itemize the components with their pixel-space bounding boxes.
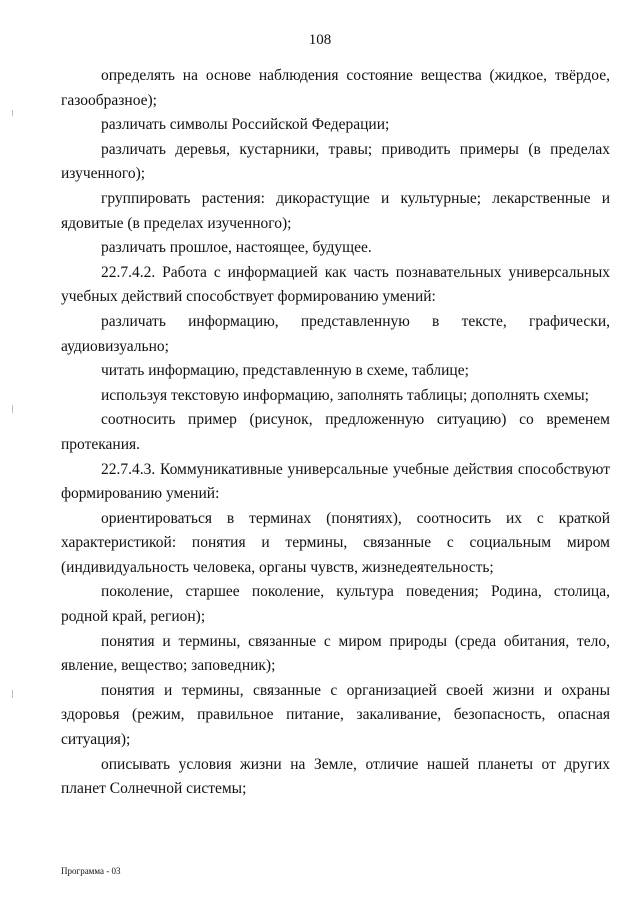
paragraph: различать информацию, представленную в тексте, графически, аудиовизуально; [61,312,610,355]
paragraph: поколение, старшее поколение, культура поведения; Родина, столица, родной край, регион); [61,583,610,626]
section-heading-paragraph: 22.7.4.2. Работа с информацией как часть познавательных универсальных учебных действий способствует формированию умений: [61,263,610,306]
section-heading-paragraph: 22.7.4.3. Коммуникативные универсальные учебные действия способствуют формированию умений: [61,460,610,503]
paragraph: используя текстовую информацию, заполнять таблицы; дополнять схемы; [101,386,589,404]
footer-label: Программа - 03 [61,866,121,876]
paragraph: понятия и термины, связанные с миром природы (среда обитания, тело, явление, вещество; заповедник); [61,632,610,675]
paragraph: определять на основе наблюдения состояние вещества (жидкое, твёрдое, газообразное); [61,67,610,109]
page-number: 108 [308,32,332,48]
scan-edge-mark [12,690,13,698]
paragraph: различать деревья, кустарники, травы; приводить примеры (в пределах изученного); [61,140,610,183]
paragraph: различать прошлое, настоящее, будущее. [101,239,372,257]
paragraph: группировать растения: дикорастущие и культурные; лекарственные и ядовитые (в пределах изученного); [61,189,610,232]
paragraph: различать символы Российской Федерации; [101,116,390,134]
paragraph: читать информацию, представленную в схеме, таблице; [101,362,469,380]
scan-edge-mark [12,110,13,116]
document-body [61,64,610,802]
paragraph: понятия и термины, связанные с организацией своей жизни и охраны здоровья (режим, правильное питание, закаливание, безопасность, опасная ситуация); [61,681,610,749]
paragraph: описывать условия жизни на Земле, отличие нашей планеты от других планет Солнечной системы; [61,755,610,798]
paragraph: ориентироваться в терминах (понятиях), соотносить их с краткой характеристикой: понятия и термины, связанные с социальным миром (индивидуальность человека, органы чувств, жизнедеятельность; [61,509,610,576]
scan-edge-mark [12,405,13,413]
paragraph: соотносить пример (рисунок, предложенную ситуацию) со временем протекания. [61,411,610,453]
